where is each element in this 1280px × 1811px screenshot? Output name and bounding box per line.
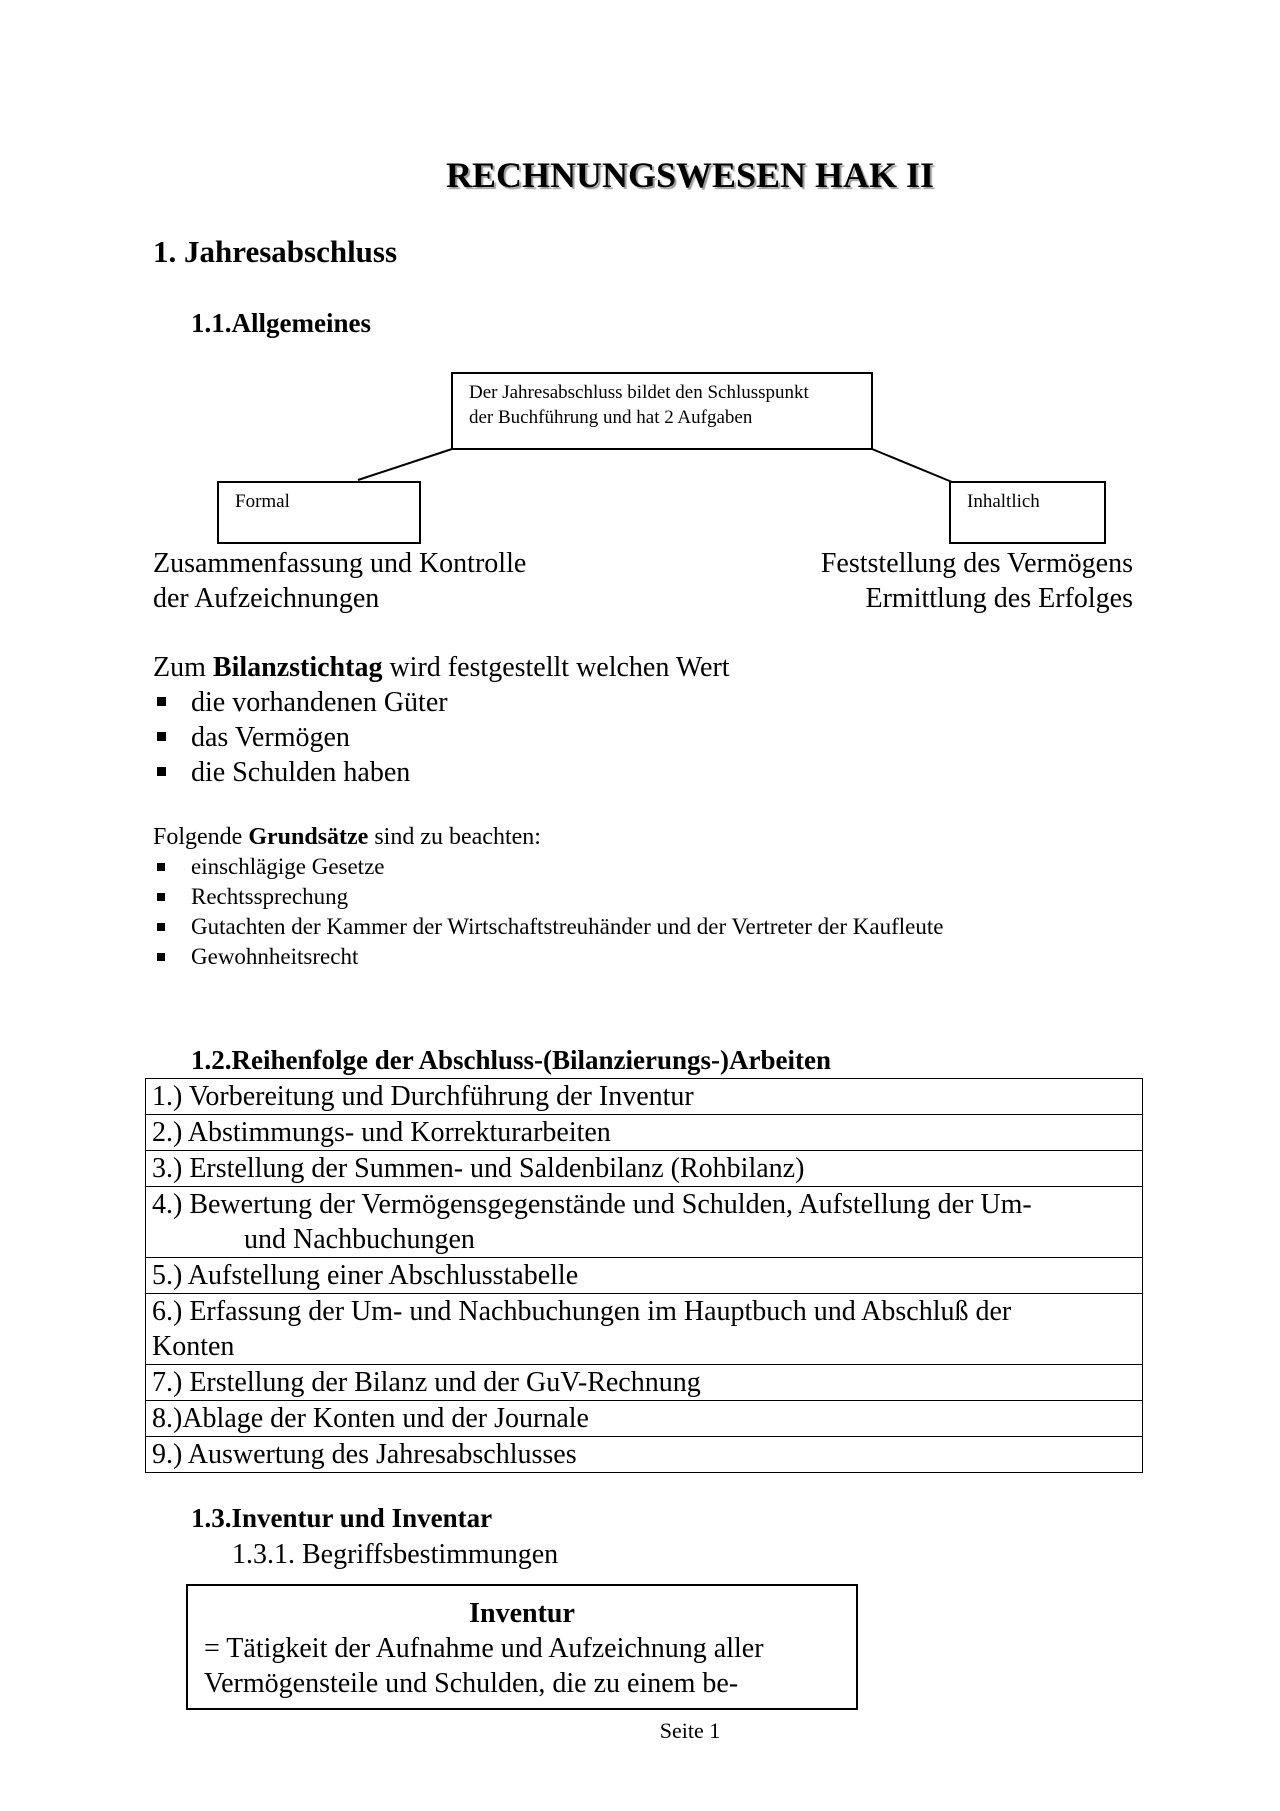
diagram-left-text xyxy=(153,546,526,616)
bilanzstichtag-intro xyxy=(153,650,730,685)
section-heading-1-3: 1.3.Inventur und Inventar xyxy=(191,1503,493,1533)
grundsaetze-list xyxy=(153,852,943,972)
right-text-line2: Ermittlung des Erfolges xyxy=(865,583,1133,614)
step-4-line2: und Nachbuchungen xyxy=(244,1224,475,1255)
section-heading-1: 1. Jahresabschluss xyxy=(153,234,398,269)
step-6-line2: Konten xyxy=(152,1331,235,1362)
step-cell-3: 3.) Erstellung der Summen- und Saldenbilanz (Rohbilanz) xyxy=(146,1151,1143,1187)
table-row xyxy=(146,1079,1143,1115)
table-row xyxy=(146,1151,1143,1187)
page-number: Seite 1 xyxy=(659,1718,721,1743)
section-heading-1-2: 1.2.Reihenfolge der Abschluss-(Bilanzierungs-)Arbeiten xyxy=(191,1045,831,1075)
diagram-left-box xyxy=(217,481,421,544)
list-item: Gutachten der Kammer der Wirtschaftstreuhänder und der Vertreter der Kaufleute xyxy=(153,912,943,942)
table-row xyxy=(146,1401,1143,1437)
definition-box xyxy=(186,1584,858,1710)
connector-line-left xyxy=(358,449,452,480)
step-cell-1: 1.) Vorbereitung und Durchführung der Inventur xyxy=(146,1079,1143,1115)
diagram-left-box-label: Formal xyxy=(235,491,290,512)
step-cell-6 xyxy=(146,1294,1143,1365)
list-item: Gewohnheitsrecht xyxy=(153,942,943,972)
step-6-line1: 6.) Erfassung der Um- und Nachbuchungen im Hauptbuch und Abschluß der xyxy=(152,1296,1012,1327)
definition-title: Inventur xyxy=(469,1598,575,1629)
step-cell-8: 8.)Ablage der Konten und der Journale xyxy=(146,1401,1143,1437)
list-item: die Schulden haben xyxy=(153,755,448,790)
step-cell-9: 9.) Auswertung des Jahresabschlusses xyxy=(146,1437,1143,1473)
list-item: die vorhandenen Güter xyxy=(153,685,448,720)
section-heading-1-3-1: 1.3.1. Begriffsbestimmungen xyxy=(232,1539,559,1570)
steps-table xyxy=(145,1078,1143,1473)
step-cell-2: 2.) Abstimmungs- und Korrekturarbeiten xyxy=(146,1115,1143,1151)
table-row xyxy=(146,1437,1143,1473)
definition-line2: Vermögensteile und Schulden, die zu einem be- xyxy=(204,1668,739,1699)
table-row xyxy=(146,1187,1143,1258)
bilanzstichtag-list xyxy=(153,685,448,790)
bilanz-intro-prefix: Zum xyxy=(153,652,213,683)
table-row xyxy=(146,1294,1143,1365)
table-row xyxy=(146,1365,1143,1401)
grundsaetze-intro-prefix: Folgende xyxy=(153,824,249,850)
definition-line1: = Tätigkeit der Aufnahme und Aufzeichnung aller xyxy=(204,1633,764,1664)
right-text-line1: Feststellung des Vermögens xyxy=(820,548,1133,579)
diagram-right-box xyxy=(949,481,1106,544)
bilanz-intro-bold: Bilanzstichtag xyxy=(212,652,383,683)
diagram-right-box-label: Inhaltlich xyxy=(967,491,1040,512)
diagram-top-box-line2: der Buchführung und hat 2 Aufgaben xyxy=(469,407,753,428)
section-heading-1-1: 1.1.Allgemeines xyxy=(191,308,371,338)
connector-line-right xyxy=(872,449,952,482)
list-item: das Vermögen xyxy=(153,720,448,755)
table-row xyxy=(146,1115,1143,1151)
step-cell-7: 7.) Erstellung der Bilanz und der GuV-Rechnung xyxy=(146,1365,1143,1401)
diagram-top-box-line1: Der Jahresabschluss bildet den Schlusspunkt xyxy=(469,382,809,403)
left-text-line1: Zusammenfassung und Kontrolle xyxy=(153,548,527,579)
document-title: RECHNUNGSWESEN HAK II xyxy=(445,155,935,195)
table-row xyxy=(146,1258,1143,1294)
step-cell-5: 5.) Aufstellung einer Abschlusstabelle xyxy=(146,1258,1143,1294)
step-4-line1: 4.) Bewertung der Vermögensgegenstände und Schulden, Aufstellung der Um- xyxy=(152,1189,1032,1220)
step-cell-4 xyxy=(146,1187,1143,1258)
list-item: Rechtssprechung xyxy=(153,882,943,912)
diagram-right-text xyxy=(821,546,1133,616)
grundsaetze-intro-bold: Grundsätze xyxy=(248,824,369,850)
left-text-line2: der Aufzeichnungen xyxy=(153,583,380,614)
grundsaetze-intro-suffix: sind zu beachten: xyxy=(368,824,541,850)
grundsaetze-intro xyxy=(153,822,541,852)
list-item: einschlägige Gesetze xyxy=(153,852,943,882)
bilanz-intro-suffix: wird festgestellt welchen Wert xyxy=(382,652,730,683)
diagram-top-box xyxy=(451,372,873,450)
